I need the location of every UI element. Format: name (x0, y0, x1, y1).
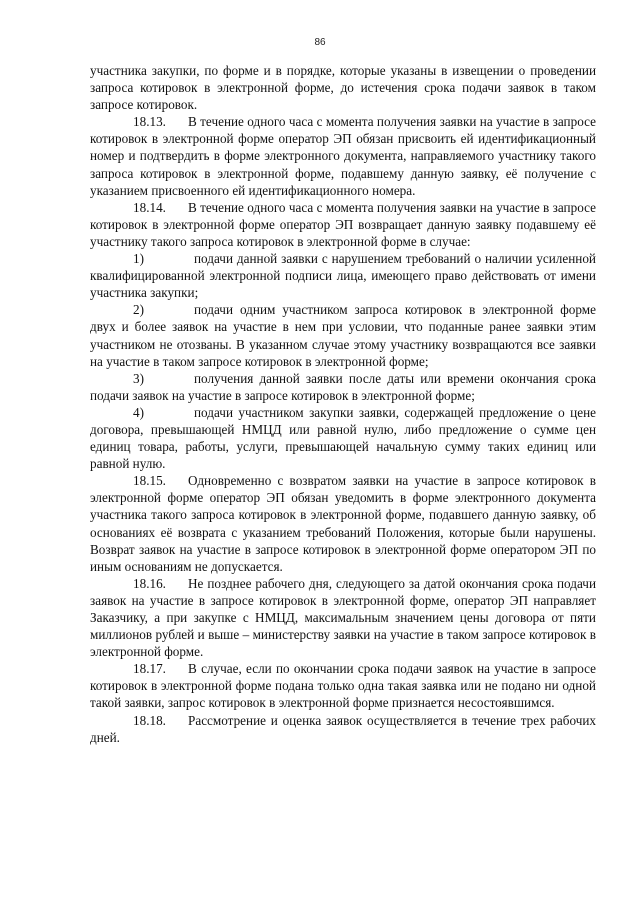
clause-18-15 (90, 472, 596, 575)
item-number: 1) (133, 251, 144, 267)
continuation-paragraph: участника закупки, по форме и в порядке, которые указаны в извещении о проведении запроса котировок в электронной форме, до истечения срока подачи заявок в таком запросе котировок. (90, 63, 596, 113)
clause-number: 18.14. (133, 199, 166, 215)
clause-text: В случае, если по окончании срока подачи заявок на участие в запросе котировок в электронной форме подана только одна такая заявка или не подано ни одной такой заявки, запрос котировок в электронной форме признается несостоявшимся. (90, 661, 596, 711)
list-item (90, 404, 596, 472)
list-item (90, 301, 596, 369)
clause-18-16 (90, 575, 596, 660)
clause-18-17 (90, 660, 596, 711)
item-text: получения данной заявки после даты или времени окончания срока подачи заявок на участие в запросе котировок в электронной форме; (90, 370, 596, 403)
item-text: подачи данной заявки с нарушением требований о наличии усиленной квалифицированной электронной подписи лица, имеющего право действовать от имени участника закупки; (90, 251, 596, 301)
item-number: 2) (133, 302, 144, 318)
item-number: 4) (133, 404, 144, 420)
clause-number: 18.17. (133, 661, 166, 677)
clause-number: 18.13. (133, 114, 166, 130)
clause-number: 18.15. (133, 473, 166, 489)
clause-number: 18.18. (133, 712, 166, 728)
clause-text: В течение одного часа с момента получения заявки на участие в запросе котировок в электронной форме оператор ЭП возвращает данную заявку подавшему её участнику такого запроса котировок в электронной форме в случае: (90, 199, 596, 249)
clause-18-13 (90, 113, 596, 198)
list-item (90, 370, 596, 404)
document-body (90, 62, 596, 746)
item-text: подачи участником закупки заявки, содержащей предложение о цене договора, превышающей НМЦД или равной нулю, либо предложение о сумме цен единиц товара, работы, услуги, превышающей начальную сумму таких единиц или равной нулю. (90, 404, 596, 472)
clause-text: Не позднее рабочего дня, следующего за датой окончания срока подачи заявок на участие в запросе котировок в электронной форме, оператор ЭП направляет Заказчику, а при закупке с НМЦД, максимальным значением цены договора от пяти миллионов рублей и выше – министерству заявки на участие в таком запросе котировок в электронной форме. (90, 575, 596, 660)
clause-text: Одновременно с возвратом заявки на участие в запросе котировок в электронной форме оператор ЭП обязан уведомить в форме электронного документа участника такого запроса котировок в электронной форме, подавшего данную заявку, об основаниях её возврата с указанием требований Положения, которые были нарушены. Возврат заявок на участие в запросе котировок в электронной форме оператором ЭП по иным основаниям не допускается. (90, 473, 596, 574)
clause-number: 18.16. (133, 575, 166, 591)
clause-text: Рассмотрение и оценка заявок осуществляется в течение трех рабочих дней. (90, 712, 596, 745)
item-number: 3) (133, 370, 144, 386)
clause-18-18 (90, 712, 596, 746)
page-number: 86 (314, 37, 326, 48)
list-item (90, 250, 596, 301)
clause-18-14 (90, 199, 596, 250)
clause-text: В течение одного часа с момента получения заявки на участие в запросе котировок в электронной форме оператор ЭП обязан присвоить ей идентификационный номер и подтвердить в форме электронного документа, направляемого участнику такого запроса котировок в электронной форме, подавшему данную заявку, её получение с указанием присвоенного ей идентификационного номера. (90, 114, 596, 198)
item-text: подачи одним участником запроса котировок в электронной форме двух и более заявок на участие в нем при условии, что поданные ранее заявки этим участником не отозваны. В указанном случае этому участнику возвращаются все заявки на участие в таком запросе котировок в электронной форме; (90, 302, 596, 369)
